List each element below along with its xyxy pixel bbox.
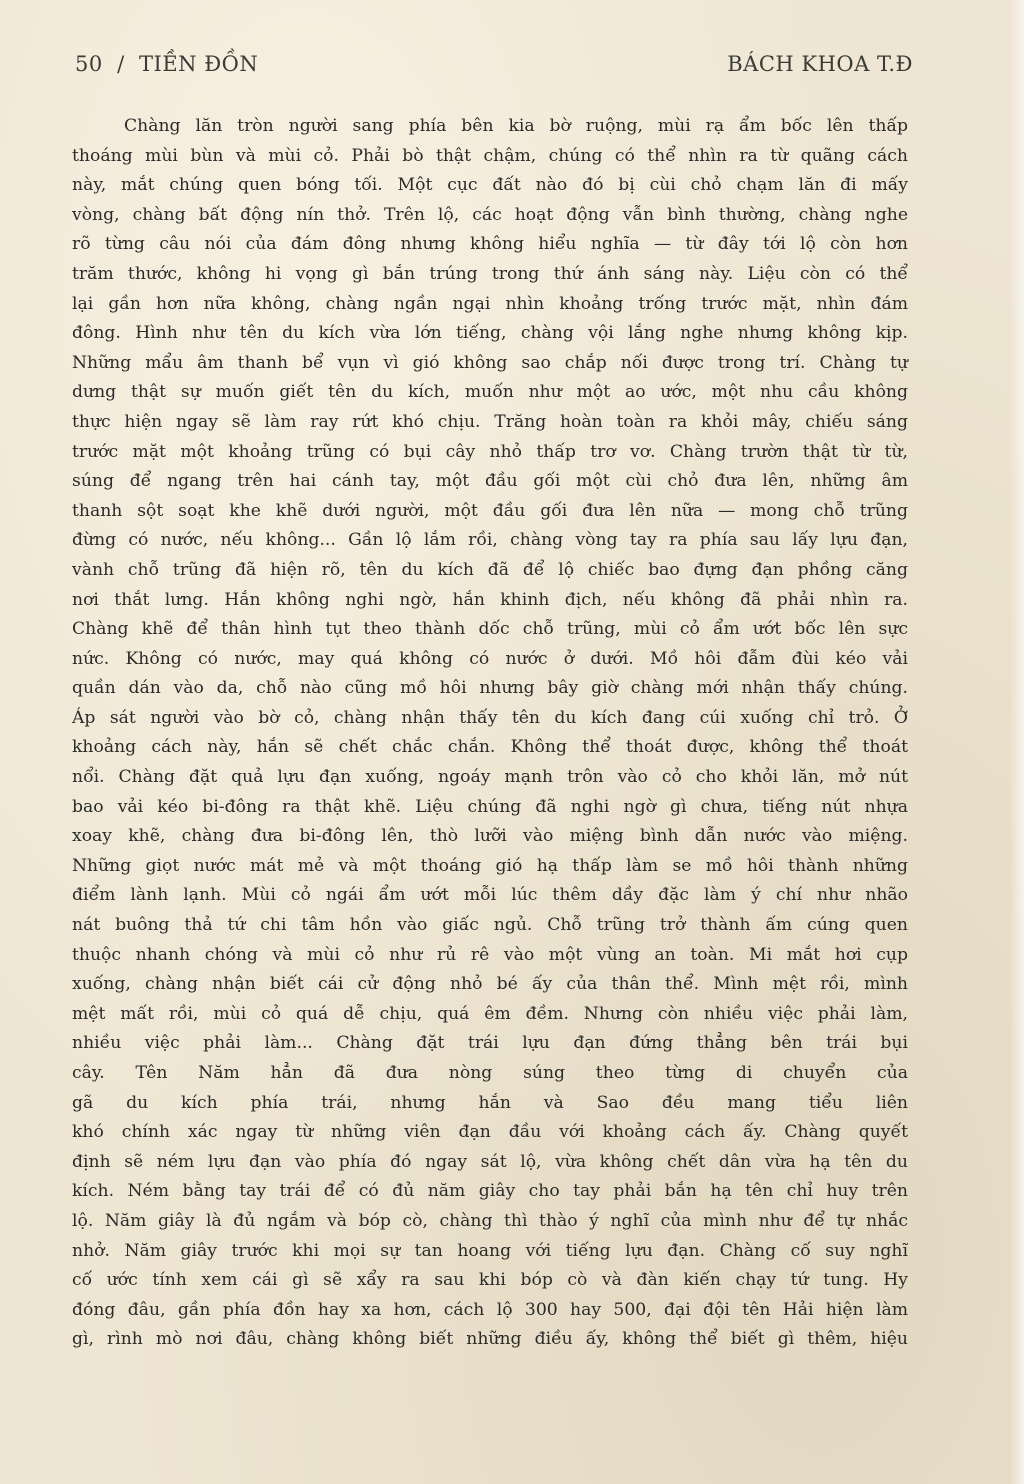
text-line: này, mắt chúng quen bóng tối. Một cục đất nào đó bị cùi chỏ chạm lăn đi mấy	[72, 175, 908, 196]
text-line: vòng, chàng bất động nín thở. Trên lộ, các hoạt động vẫn bình thường, chàng nghe	[72, 204, 908, 225]
text-line: thực hiện ngay sẽ làm ray rứt khó chịu. Trăng hoàn toàn ra khỏi mây, chiếu sáng	[72, 411, 908, 432]
header-separator: /	[117, 52, 125, 76]
text-line: Chàng khẽ để thân hình tụt theo thành dốc chỗ trũng, mùi cỏ ẩm ướt bốc lên sực	[72, 619, 908, 640]
text-line: thanh sột soạt khe khẽ dưới người, một đầu gối đưa lên nữa — mong chỗ trũng	[72, 500, 908, 521]
text-line: Áp sát người vào bờ cỏ, chàng nhận thấy tên du kích đang cúi xuống chỉ trỏ. Ở	[72, 707, 908, 728]
text-line: rõ từng câu nói của đám đông nhưng không hiểu nghĩa — từ đây tới lộ còn hơn	[72, 234, 908, 255]
text-line: lại gần hơn nữa không, chàng ngần ngại nhìn khoảng trống trước mặt, nhìn đám	[72, 293, 908, 314]
text-line: đông. Hình như tên du kích vừa lớn tiếng, chàng vội lắng nghe nhưng không kịp.	[72, 323, 908, 344]
page-number: 50	[75, 52, 103, 76]
text-line: nhiều việc phải làm... Chàng đặt trái lựu đạn đứng thẳng bên trái bụi	[72, 1033, 908, 1054]
header-left	[75, 52, 258, 76]
text-line: xuống, chàng nhận biết cái cử động nhỏ bé ấy của thân thể. Mình mệt rồi, mình	[72, 974, 908, 995]
text-line: trước mặt một khoảng trũng có bụi cây nhỏ thấp trơ vơ. Chàng trườn thật từ từ,	[72, 441, 908, 462]
text-line: đừng có nước, nếu không... Gần lộ lắm rồi, chàng vòng tay ra phía sau lấy lựu đạn,	[72, 530, 908, 551]
text-line: vành chỗ trũng đã hiện rõ, tên du kích đã để lộ chiếc bao đựng đạn phồng căng	[72, 559, 908, 580]
text-line: nổi. Chàng đặt quả lựu đạn xuống, ngoáy mạnh trôn vào cỏ cho khỏi lăn, mở nút	[72, 767, 908, 788]
text-line: thuộc nhanh chóng và mùi cỏ như rủ rê vào một vùng an toàn. Mi mắt hơi cụp	[72, 944, 908, 965]
text-line: định sẽ ném lựu đạn vào phía đó ngay sát lộ, vừa không chết dân vừa hạ tên du	[72, 1151, 908, 1172]
text-line: mệt mất rồi, mùi cỏ quá dễ chịu, quá êm đềm. Nhưng còn nhiều việc phải làm,	[72, 1003, 908, 1024]
text-line: cây. Tên Năm hẳn đã đưa nòng súng theo từng di chuyển của	[72, 1063, 908, 1083]
body-paragraph	[72, 112, 908, 1355]
running-header	[75, 52, 913, 82]
text-line: Những mẩu âm thanh bể vụn vì gió không sao chắp nối được trong trí. Chàng tự	[72, 352, 908, 373]
page-edge	[1010, 0, 1024, 1484]
text-line: điểm lành lạnh. Mùi cỏ ngái ẩm ướt mỗi lúc thêm dầy đặc làm ý chí như nhão	[72, 885, 908, 906]
running-title: BÁCH KHOA T.Đ	[727, 52, 913, 76]
text-line: đóng đâu, gần phía đồn hay xa hơn, cách lộ 300 hay 500, đại đội tên Hải hiện làm	[72, 1299, 908, 1320]
text-line: dưng thật sự muốn giết tên du kích, muốn như một ao ước, một nhu cầu không	[72, 382, 908, 403]
text-line: cố ước tính xem cái gì sẽ xẩy ra sau khi bóp cò và đàn kiến chạy tứ tung. Hy	[72, 1270, 908, 1291]
text-line: xoay khẽ, chàng đưa bi-đông lên, thò lưỡi vào miệng bình dẫn nước vào miệng.	[72, 826, 908, 847]
text-line: nơi thắt lưng. Hắn không nghi ngờ, hắn khinh địch, nếu không đã phải nhìn ra.	[72, 589, 908, 610]
text-line: nát buông thả tứ chi tâm hồn vào giấc ngủ. Chỗ trũng trở thành ấm cúng quen	[72, 915, 908, 936]
text-line: thoáng mùi bùn và mùi cỏ. Phải bò thật chậm, chúng có thể nhìn ra từ quãng cách	[72, 145, 908, 166]
text-line: quần dán vào da, chỗ nào cũng mồ hôi nhưng bây giờ chàng mới nhận thấy chúng.	[72, 678, 908, 699]
text-line: khó chính xác ngay từ những viên đạn đầu với khoảng cách ấy. Chàng quyết	[72, 1122, 908, 1143]
text-line: gã du kích phía trái, nhưng hắn và Sao đều mang tiểu liên	[72, 1092, 908, 1113]
book-title: TIỀN ĐỒN	[139, 52, 259, 76]
text-line: nức. Không có nước, may quá không có nước ở dưới. Mồ hôi đẫm đùi kéo vải	[72, 648, 908, 669]
text-line: súng để ngang trên hai cánh tay, một đầu gối một cùi chỏ đưa lên, những âm	[72, 471, 908, 492]
text-line: khoảng cách này, hắn sẽ chết chắc chắn. Không thể thoát được, không thể thoát	[72, 737, 908, 758]
text-line: kích. Ném bằng tay trái để có đủ năm giây cho tay phải bắn hạ tên chỉ huy trên	[72, 1181, 908, 1202]
text-line: gì, rình mò nơi đâu, chàng không biết những điều ấy, không thể biết gì thêm, hiệu	[72, 1329, 908, 1350]
text-line: trăm thước, không hi vọng gì bắn trúng trong thứ ánh sáng này. Liệu còn có thể	[72, 263, 908, 284]
text-line: Những giọt nước mát mẻ và một thoáng gió hạ thấp làm se mồ hôi thành những	[72, 855, 908, 876]
text-line: bao vải kéo bi-đông ra thật khẽ. Liệu chúng đã nghi ngờ gì chưa, tiếng nút nhựa	[72, 796, 908, 817]
text-line: Chàng lăn tròn người sang phía bên kia bờ ruộng, mùi rạ ẩm bốc lên thấp	[124, 116, 908, 136]
text-line: nhở. Năm giây trước khi mọi sự tan hoang với tiếng lựu đạn. Chàng cố suy nghĩ	[72, 1240, 908, 1261]
text-line: lộ. Năm giây là đủ ngắm và bóp cò, chàng thì thào ý nghĩ của mình như để tự nhắc	[72, 1210, 908, 1231]
